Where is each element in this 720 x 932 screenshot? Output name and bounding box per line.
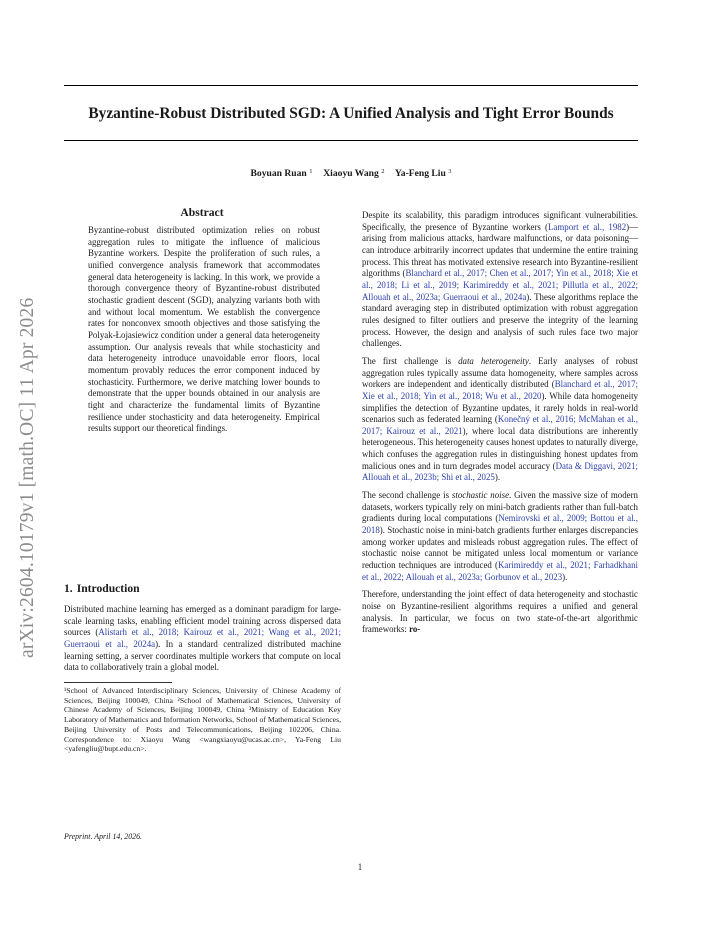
paragraph: Despite its scalability, this paradigm introduces significant vulnerabilities. Specifically, the presence of Byzantine workers (Lamport et al., 1982)—arising from malicious attacks, hardware malfunctions, or data poisoning—can introduce arbitrarily incorrect updates that undermine the entire training process. This threat has motivated extensive research into Byzantine-resilient algorithms (Blanchard et al., 2017; Chen et al., 2017; Yin et al., 2018; Xie et al., 2018; Li et al., 2019; Karimireddy et al., 2021; Pillutla et al., 2022; Allouah et al., 2023a; Guerraoui et al., 2024a). These algorithms replace the standard averaging step in distributed optimization with robust aggregation rules designed to filter outliers and preserve the integrity of the learning process. However, the design and analysis of such rules face two major challenges. bbox=[362, 210, 639, 349]
paragraph: The second challenge is stochastic noise. Given the massive size of modern datasets, workers typically rely on mini-batch gradients rather than full-batch gradients during local computations (Nemirovski et al., 2009; Bottou et al., 2018). Stochastic noise in mini-batch gradients further enlarges discrepancies among worker updates and misleads robust aggregation rules. The effect of stochastic noise cannot be mitigated unless local momentum or variance reduction techniques are introduced (Karimireddy et al., 2021; Farhadkhani et al., 2022; Allouah et al., 2023a; Gorbunov et al., 2023). bbox=[362, 490, 638, 582]
citation-link[interactable]: Nemirovski et al., 2009; Bottou et al., 2018 bbox=[362, 513, 638, 536]
paragraph: Therefore, understanding the joint effect of data heterogeneity and stochastic noise on Byzantine-resilient algorithms requires a unified and general analysis. In particular, we focus on two state-of-the-art algorithmic frameworks: ro- bbox=[362, 589, 638, 635]
author-name: Ya-Feng Liu bbox=[394, 168, 446, 179]
paper-title: Byzantine-Robust Distributed SGD: A Unified Analysis and Tight Error Bounds bbox=[88, 105, 614, 122]
title-top-rule bbox=[64, 85, 638, 86]
right-column bbox=[362, 210, 638, 642]
page-number: 1 bbox=[357, 862, 363, 872]
author-name: Boyuan Ruan bbox=[250, 168, 307, 179]
emphasis: stochastic noise bbox=[451, 490, 510, 501]
citation-link[interactable]: Karimireddy et al., 2021; Farhadkhani et al., 2022; Allouah et al., 2023a; Gorbunov et al., 2023 bbox=[362, 560, 638, 582]
citation-link[interactable]: Lamport et al., 1982 bbox=[548, 221, 627, 232]
citation-link[interactable]: Blanchard et al., 2017; Chen et al., 2017; Yin et al., 2018; Xie et al., 2018; Li et al., 2019; Karimireddy et al., 2021; Pillutla et al., 2022; Allouah et al., 2023a; Guerraoui et al., 2024a bbox=[362, 268, 639, 302]
section-number: 1. bbox=[64, 582, 73, 595]
preprint-note: Preprint. April 14, 2026. bbox=[64, 832, 143, 841]
author-list bbox=[64, 165, 638, 181]
section-title: Introduction bbox=[76, 582, 140, 595]
citation-link[interactable]: Alistarh et al., 2018; Kairouz et al., 2021; Wang et al., 2021; Guerraoui et al., 2024a bbox=[64, 627, 341, 649]
intro-paragraph: Distributed machine learning has emerged as a dominant paradigm for large-scale learning tasks, enabling efficient model training across dispersed data sources (Alistarh et al., 2018; Kairouz et al., 2021; Wang et al., 2021; Guerraoui et al., 2024a). In a standard centralized distributed machine learning setting, a server coordinates multiple workers that compute on local data to collaboratively train a global model. bbox=[64, 604, 341, 673]
abstract-text: Byzantine-robust distributed optimization relies on robust aggregation rules to mitigate the influence of malicious Byzantine workers. Despite the proliferation of such rules, a unified convergence analysis framework that accommodates general data heterogeneity is lacking. In this work, we provide a thorough convergence theory of Byzantine-robust distributed stochastic gradient descent (SGD), analyzing variants both with and without local momentum. We establish the convergence rates for nonconvex smooth objectives and those satisfying the Polyak-Łojasiewicz condition under a general data heterogeneity assumption. Our analysis reveals that while stochasticity and data heterogeneity introduce unavoidable error floors, local momentum provably reduces the error component induced by stochasticity. Furthermore, we derive matching lower bounds to demonstrate that the upper bounds obtained in our analysis are tight and characterize the fundamental limits of Byzantine resilience under stochasticity and data heterogeneity. Empirical results support our theoretical findings. bbox=[88, 225, 320, 434]
affiliation-mark: 2 bbox=[381, 168, 385, 175]
title-bottom-rule bbox=[64, 140, 638, 141]
citation-link[interactable]: Blanchard et al., 2017; Xie et al., 2018; Yin et al., 2018; Wu et al., 2020 bbox=[362, 379, 638, 401]
abstract-heading: Abstract bbox=[180, 206, 224, 219]
citation-link[interactable]: Data & Diggavi, 2021; Allouah et al., 2023b; Shi et al., 2025 bbox=[362, 460, 638, 483]
bold-term: ro- bbox=[409, 624, 421, 635]
affiliation-footnote: ¹School of Advanced Interdisciplinary Sciences, University of Chinese Academy of Sciences, Beijing 100049, China ²School of Mathematical Sciences, University of Chinese Academy of Sciences, Beijing 100049, China ³Ministry of Education Key Laboratory of Mathematics and Information Networks, School of Mathematical Sciences, Beijing University of Posts and Telecommunications, Beijing 102206, China. Correspondence to: Xiaoyu Wang <wangxiaoyu@ucas.ac.cn>, Ya-Feng Liu <yafengliu@bupt.edu.cn>. bbox=[64, 686, 341, 754]
author-name: Xiaoyu Wang bbox=[323, 168, 379, 179]
section-heading bbox=[64, 582, 140, 596]
arxiv-identifier-stamp: arXiv:2604.10179v1 [math.OC] 11 Apr 2026 bbox=[17, 297, 38, 658]
footnote-rule bbox=[64, 682, 172, 683]
citation-link[interactable]: Konečný et al., 2016; McMahan et al., 2017; Kairouz et al., 2021 bbox=[362, 414, 638, 436]
emphasis: data heterogeneity bbox=[458, 355, 529, 366]
affiliation-mark: 1 bbox=[309, 168, 313, 175]
affiliation-mark: 3 bbox=[448, 168, 452, 175]
paragraph: The first challenge is data heterogeneity. Early analyses of robust aggregation rules typically assume data homogeneity, where samples across workers are independent and identically distributed (Blanchard et al., 2017; Xie et al., 2018; Yin et al., 2018; Wu et al., 2020). While data homogeneity simplifies the detection of Byzantine updates, it rarely holds in real-world scenarios such as federated learning (Konečný et al., 2016; McMahan et al., 2017; Kairouz et al., 2021), where local data distributions are inherently heterogeneous. This heterogeneity causes honest updates to naturally diverge, which confuses the aggregation rules in distinguishing honest updates from malicious ones and in turn degrades model accuracy (Data & Diggavi, 2021; Allouah et al., 2023b; Shi et al., 2025). bbox=[362, 355, 639, 483]
